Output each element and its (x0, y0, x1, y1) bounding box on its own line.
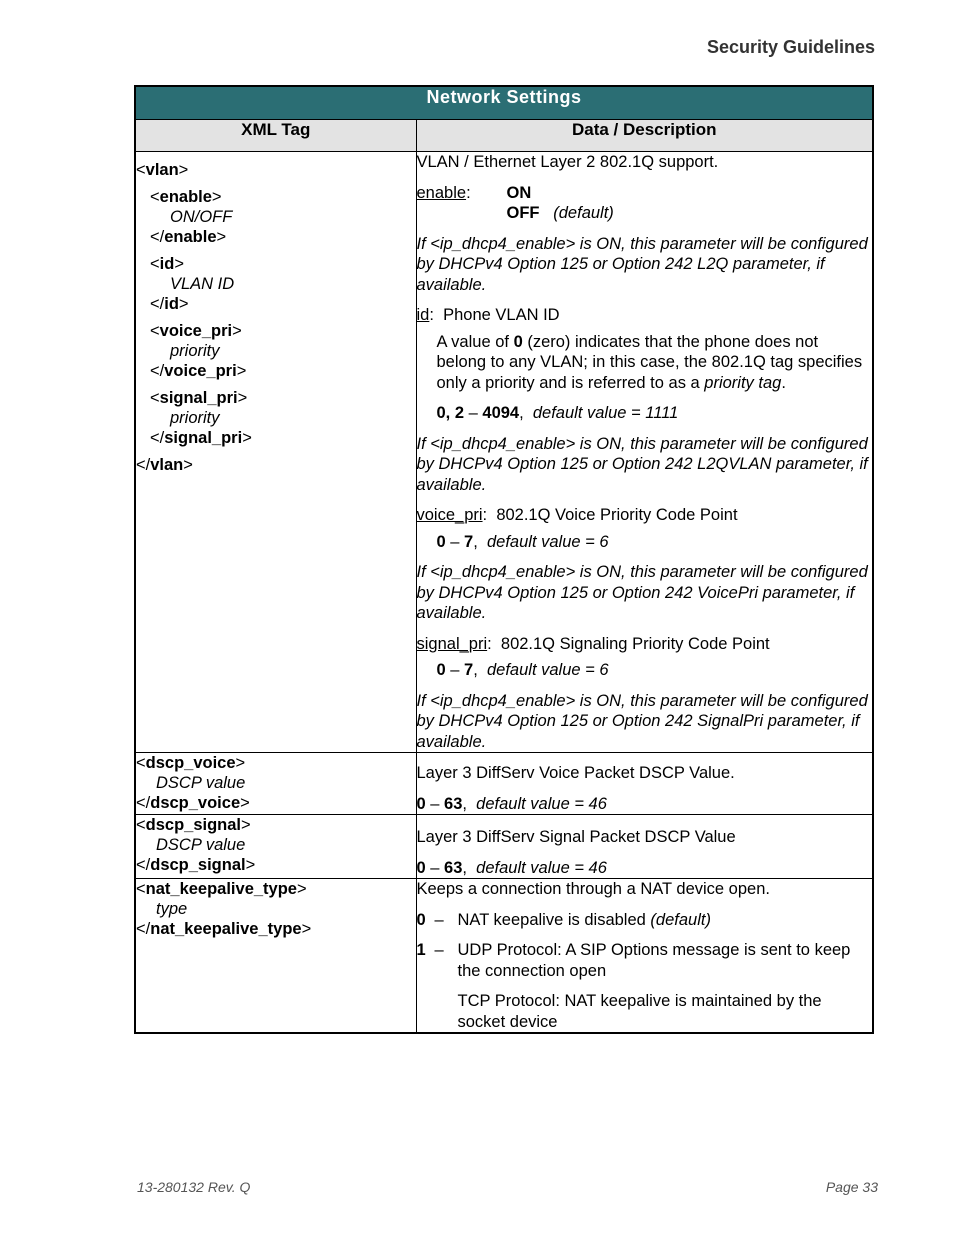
range-start: 0, 2 (436, 404, 465, 422)
default-value: default value = 1111 (532, 404, 679, 422)
default-note: (default) (650, 910, 711, 929)
xml-tag: dscp_voice (150, 794, 241, 812)
xml-tag: id (159, 255, 175, 273)
id-text: . (781, 373, 786, 392)
option-text: TCP Protocol: NAT keepalive is maintained by the socket device (457, 992, 822, 1031)
xml-tag: nat_keepalive_type (150, 920, 302, 938)
table-row (135, 815, 873, 879)
page-header-title: Security Guidelines (706, 37, 875, 57)
range-start: 0 (416, 794, 426, 813)
xml-tag: voice_pri (159, 322, 233, 340)
id-text: (zero) indicates that the phone does not belong to any VLAN; in this case, the 802.1Q tag specifies only a priority and is referred to as a (436, 332, 863, 392)
priority-tag-term: priority tag (704, 373, 782, 392)
xml-tag: signal_pri (164, 429, 243, 447)
option-value: ON (506, 183, 532, 202)
xml-tag: voice_pri (164, 362, 237, 380)
param-desc: 802.1Q Voice Priority Code Point (496, 506, 738, 524)
xml-tag-value: priority (170, 342, 220, 360)
xml-tag-value: VLAN ID (170, 275, 235, 293)
description-text: Layer 3 DiffServ Signal Packet DSCP Value (416, 828, 736, 846)
column-header-xml-tag: XML Tag (135, 120, 416, 152)
default-note: (default) (553, 204, 614, 222)
description-text: Keeps a connection through a NAT device open. (416, 880, 770, 898)
xml-tag: dscp_voice (145, 754, 236, 772)
default-value: default value = 46 (476, 858, 607, 877)
xml-tag: vlan (145, 161, 179, 179)
param-label: signal_pri (416, 634, 488, 653)
column-header-description: Data / Description (416, 120, 873, 152)
xml-tag: id (164, 295, 179, 313)
page-number: Page 33 (825, 1179, 878, 1195)
xml-tag: enable (159, 188, 212, 206)
dhcp-note: If <ip_dhcp4_enable> is ON, this parameter will be configured by DHCPv4 Option 125 or Option 242 L2QVLAN parameter, if available. (416, 434, 868, 494)
xml-tag: nat_keepalive_type (145, 880, 297, 898)
table-row (135, 753, 873, 815)
description-text: Layer 3 DiffServ Voice Packet DSCP Value. (416, 764, 735, 782)
option-value: OFF (506, 204, 540, 222)
param-desc: 802.1Q Signaling Priority Code Point (500, 634, 770, 653)
range-start: 0 (416, 858, 426, 877)
range-end: 63 (444, 858, 463, 877)
xml-tag: enable (164, 228, 217, 246)
option-number: 1 (416, 941, 426, 959)
xml-tag: signal_pri (159, 389, 238, 407)
xml-tag-value: DSCP value (156, 836, 246, 854)
xml-tag-value: DSCP value (156, 774, 246, 792)
range-end: 63 (444, 794, 463, 813)
default-value: default value = 46 (476, 794, 607, 813)
param-label: enable (416, 183, 467, 202)
table-title: Network Settings (135, 86, 873, 120)
range-start: 0 (436, 532, 446, 551)
xml-tag-value: priority (170, 409, 220, 427)
param-label: voice_pri (416, 506, 483, 524)
range-end: 7 (464, 532, 474, 551)
description-cell: Layer 3 DiffServ Signal Packet DSCP Value 0 – 63, default value = 46 (416, 815, 873, 879)
xml-tag: vlan (150, 456, 184, 474)
id-text: A value of (436, 332, 514, 351)
range-start: 0 (436, 661, 446, 679)
description-cell: Layer 3 DiffServ Voice Packet DSCP Value. 0 – 63, default value = 46 (416, 753, 873, 815)
xml-tag-value: ON/OFF (170, 208, 233, 226)
id-text-zero: 0 (513, 332, 523, 351)
xml-tag: dscp_signal (145, 816, 242, 834)
document-number: 13-280132 Rev. Q (137, 1179, 251, 1195)
range-end: 4094 (482, 404, 520, 422)
option-text: UDP Protocol: A SIP Options message is sent to keep the connection open (457, 941, 851, 980)
network-settings-table (134, 85, 874, 1034)
default-value: default value = 6 (487, 661, 609, 679)
xml-tag-cell: <dscp_voice> DSCP value </dscp_voice> (135, 753, 416, 815)
xml-tag-value: type (156, 900, 188, 918)
xml-tag-cell: <nat_keepalive_type> type </nat_keepalive_type> (135, 879, 416, 1034)
description-cell: VLAN / Ethernet Layer 2 802.1Q support. enable: ON OFF (default) If <ip_dhcp4_enable> is ON, this parameter will be configured by DHCPv4 Option 125 or Option 242 L2Q parameter, if available. id: Phone VLAN ID A value of 0 (zero) indicates that the phone does not belong to any VLAN; in this case, the 802.1Q tag specifies only a priority and is referred to as a priority tag. 0, 2 – 4094, default value = 1111 If <ip_dhcp4_enable> is ON, this parameter will be configured by DHCPv4 Option 125 or Option 242 L2QVLAN parameter, if available. voice_pri: 802.1Q Voice Priority Code Point 0 – 7, default value = 6 If <ip_dhcp4_enable> is ON, this parameter will be configured by DHCPv4 Option 125 or Option 242 VoicePri parameter, if available. signal_pri: 802.1Q Signaling Priority Code Point 0 – 7, default value = 6 If <ip_dhcp4_enable> is ON, this parameter will be configured by DHCPv4 Option 125 or Option 242 SignalPri parameter, if available. (416, 152, 873, 753)
dhcp-note: If <ip_dhcp4_enable> is ON, this parameter will be configured by DHCPv4 Option 125 or Option 242 VoicePri parameter, if available. (416, 563, 868, 622)
param-desc: Phone VLAN ID (443, 306, 560, 324)
xml-tag-cell: <vlan> <enable> ON/OFF </enable> <id> VLAN ID </id> <voice_pri> priority </voice_pri> <signal_pri> priority </signal_pri> </vlan> (135, 152, 416, 753)
option-number: 0 (416, 910, 426, 929)
default-value: default value = 6 (487, 532, 609, 551)
table-row (135, 879, 873, 1034)
option-text: NAT keepalive is disabled (457, 910, 646, 929)
description-cell: Keeps a connection through a NAT device open. 0 – NAT keepalive is disabled (default) 1 – UDP Protocol: A SIP Options message is sent to keep the connection open TCP Protocol: NAT keepalive is maintained by the socket device (416, 879, 873, 1034)
description-text: VLAN / Ethernet Layer 2 802.1Q support. (416, 153, 719, 171)
dhcp-note: If <ip_dhcp4_enable> is ON, this parameter will be configured by DHCPv4 Option 125 or Option 242 SignalPri parameter, if available. (416, 691, 868, 751)
dhcp-note: If <ip_dhcp4_enable> is ON, this parameter will be configured by DHCPv4 Option 125 or Option 242 L2Q parameter, if available. (416, 234, 868, 294)
param-label: id (416, 306, 430, 324)
xml-tag: dscp_signal (150, 856, 246, 874)
xml-tag-cell: <dscp_signal> DSCP value </dscp_signal> (135, 815, 416, 879)
table-row (135, 152, 873, 753)
range-end: 7 (464, 661, 474, 679)
